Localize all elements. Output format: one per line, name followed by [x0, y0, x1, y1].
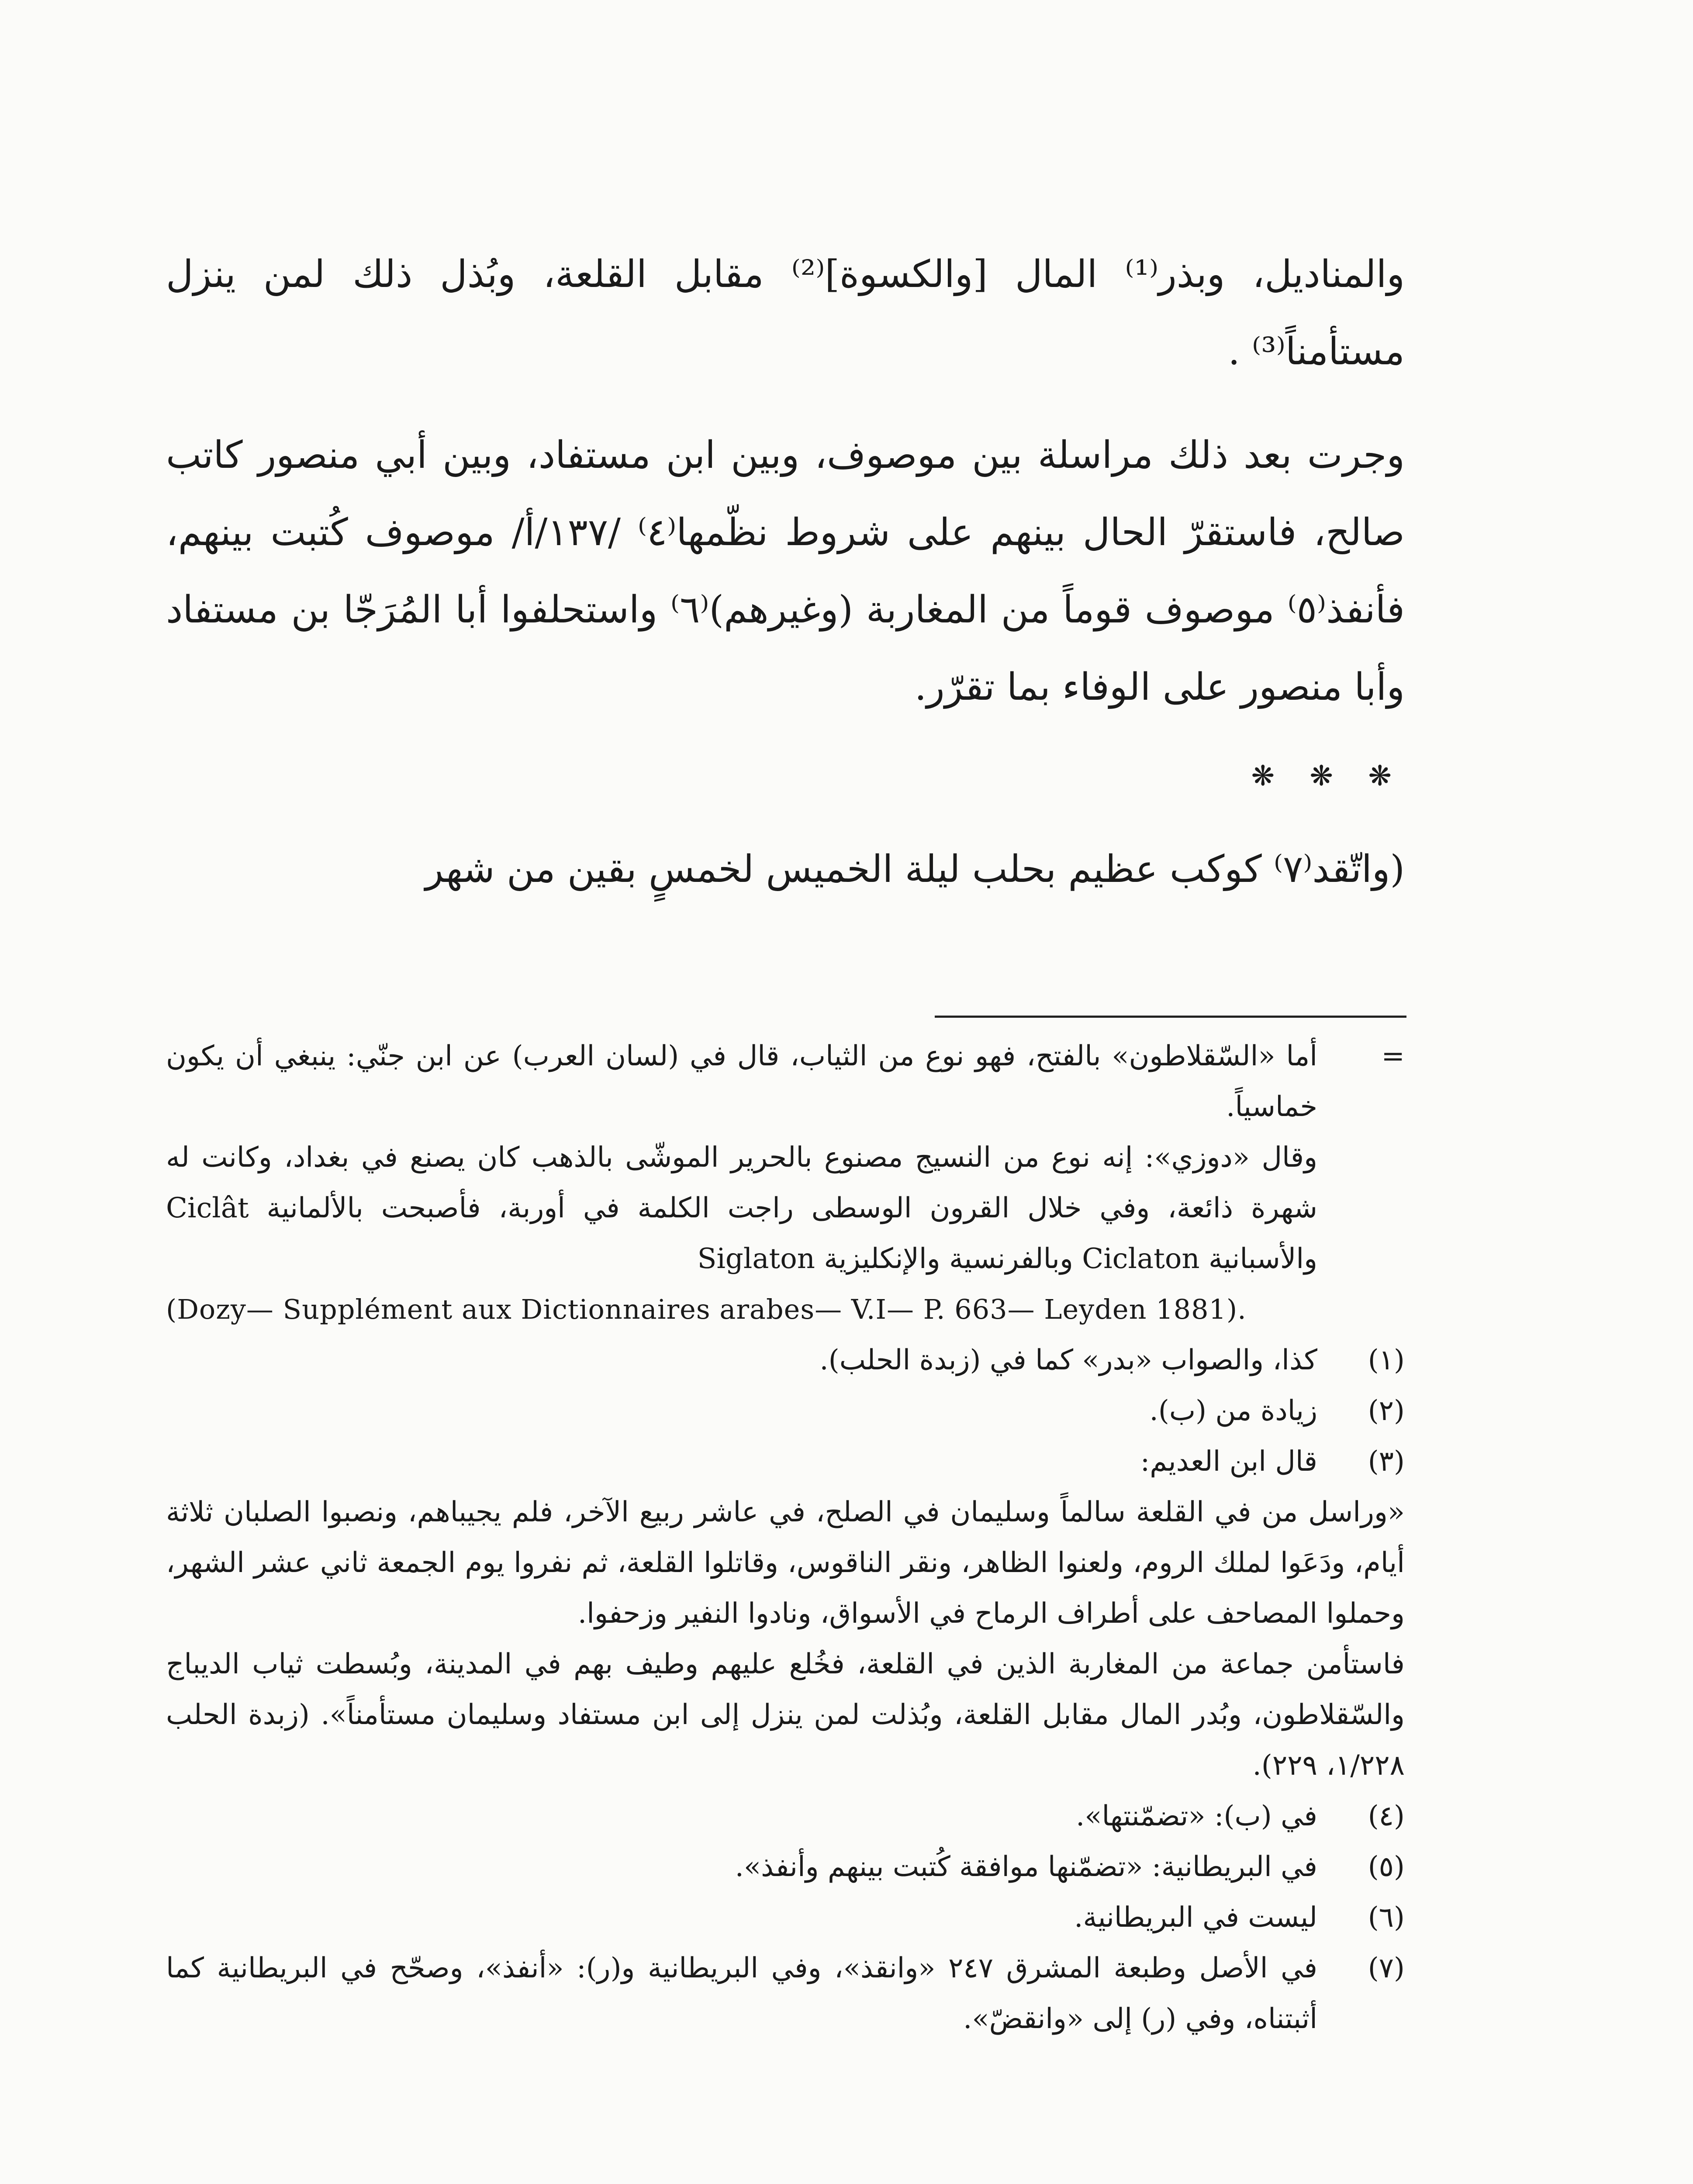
latin-reference: (Dozy— Supplément aux Dictionnaires arabes— V.I— P. 663— Leyden 1881). — [166, 1293, 1247, 1325]
quote-paragraph: «وراسل من في القلعة سالماً وسليمان في الصلح، في عاشر ربيع الآخر، فلم يجيباهم، ونصبوا الصلبان ثلاثة أيام، ودَعَوا لملك الروم، ولعنوا الظاهر، ونقر الناقوس، وقاتلوا القلعة، ثم نفروا يوم الجمعة ثاني عشر الشهر، وحملوا المصاحف على أطراف الرماح في الأسواق، ونادوا النفير وزحفوا. — [166, 1496, 1405, 1630]
continuation-line: وقال «دوزي»: إنه نوع من النسيج مصنوع بالحرير الموشّى بالذهب كان يصنع في بغداد، وكانت له شهرة ذائعة، وفي خلال القرون الوسطى راجت الكلمة في أوربة، فأصبحت بالألمانية Ciclât والأسبانية Ciclaton وبالفرنسية والإنكليزية Siglaton — [166, 1141, 1317, 1275]
footnote-number: (٤) — [1368, 1800, 1405, 1832]
main-text — [166, 236, 1405, 908]
paragraph-gap — [166, 390, 1405, 417]
footnote-item — [166, 1386, 1405, 1436]
footnote-number: (٥) — [1368, 1851, 1405, 1883]
footnote-item — [166, 1842, 1405, 1892]
footnote-item — [166, 1892, 1405, 1943]
footnote-number: (٧) — [1368, 1952, 1405, 1984]
footnote-text: قال ابن العديم: — [1140, 1445, 1317, 1478]
quote-paragraph: فاستأمن جماعة من المغاربة الذين في القلعة، فخُلع عليهم وطيف بهم في المدينة، وبُسطت ثياب الديباج والسّقلاطون، وبُدر المال مقابل القلعة، وبُذلت لمن ينزل إلى ابن مستفاد وسليمان مستأمناً». (زبدة الحلب ١/٢٢٨، ٢٢٩). — [166, 1648, 1405, 1782]
footnote-text: زيادة من (ب). — [1149, 1395, 1317, 1427]
footnote-item — [166, 1943, 1405, 2044]
footnote-item — [166, 1791, 1405, 1842]
footnote-text: في الأصل وطبعة المشرق ٢٤٧ «وانقذ»، وفي البريطانية و(ر): «أنفذ»، وصحّح في البريطانية كما أثبتناه، وفي (ر) إلى «وانقضّ». — [166, 1952, 1318, 2035]
footnote-continuation — [166, 1031, 1405, 1284]
footnote-text: في البريطانية: «تضمّنها موافقة كُتبت بينهم وأنفذ». — [735, 1851, 1317, 1883]
paragraph-1: والمناديل، وبذر⁽¹⁾ المال [والكسوة]⁽²⁾ مقابل القلعة، وبُذل ذلك لمن ينزل مستأمناً⁽³⁾ . — [166, 252, 1405, 373]
footnote-number: (١) — [1368, 1344, 1405, 1376]
footnote-item — [166, 1335, 1405, 1386]
continuation-text — [166, 1031, 1317, 1284]
footnote-number: (٣) — [1368, 1445, 1405, 1478]
continuation-marker: = — [1381, 1040, 1405, 1072]
footnote-item — [166, 1436, 1405, 1487]
footnote-number: (٦) — [1368, 1901, 1405, 1934]
footnote-quote — [166, 1487, 1405, 1791]
footnote-text: ليست في البريطانية. — [1074, 1901, 1317, 1934]
footnote-text: كذا، والصواب «بدر» كما في (زبدة الحلب). — [819, 1344, 1317, 1376]
paragraph-3: (واتّقد⁽٧⁾ كوكب عظيم بحلب ليلة الخميس لخمسٍ بقين من شهر — [425, 847, 1405, 891]
footnotes — [166, 1031, 1405, 2044]
footnote-rule — [935, 1016, 1406, 1018]
section-separator: ❋ ❋ ❋ — [1251, 760, 1405, 792]
footnote-text: في (ب): «تضمّنتها». — [1076, 1800, 1317, 1832]
paragraph-2: وجرت بعد ذلك مراسلة بين موصوف، وبين ابن مستفاد، وبين أبي منصور كاتب صالح، فاستقرّ الحال بينهم على شروط نظّمها⁽٤⁾ /١٣٧/أ/ موصوف كُتبت بينهم، فأنفذ⁽٥⁾ موصوف قوماً من المغاربة (وغيرهم)⁽٦⁾ واستحلفوا أبا المُرَجّا بن مستفاد وأبا منصور على الوفاء بما تقرّر. — [166, 433, 1405, 709]
continuation-line: أما «السّقلاطون» بالفتح، فهو نوع من الثياب، قال في (لسان العرب) عن ابن جنّي: ينبغي أن يكون خماسياً. — [166, 1040, 1317, 1123]
footnote-number: (٢) — [1368, 1395, 1405, 1427]
